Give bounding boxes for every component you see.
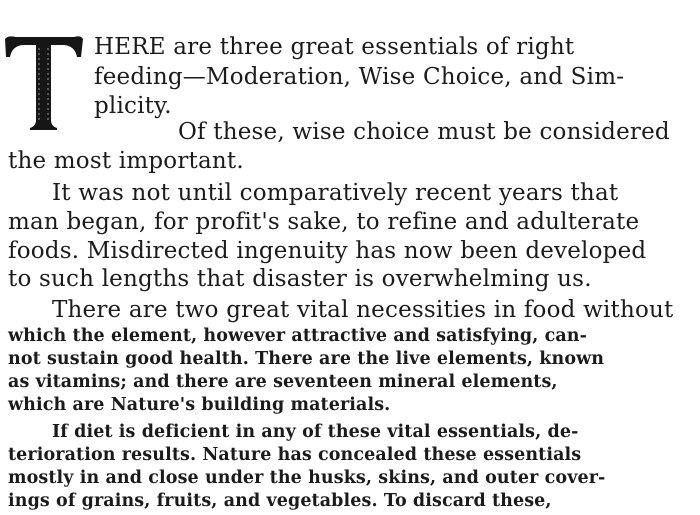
paragraph-5-line-3: mostly in and close under the husks, skins, and outer cover- [8, 468, 606, 488]
paragraph-4-line-5: which are Nature's building materials. [8, 395, 391, 415]
paragraph-4-line-2: which the element, however attractive and satisfying, can- [8, 326, 587, 346]
paragraph-1-line-2: feeding—Moderation, Wise Choice, and Sim- [94, 64, 625, 90]
paragraph-4-line-1: There are two great vital necessities in food without [52, 297, 674, 323]
paragraph-5-line-4: ings of grains, fruits, and vegetables. To discard these, [8, 491, 552, 511]
paragraph-2-line-2: the most important. [8, 148, 244, 174]
paragraph-1-line-3: plicity. [94, 93, 172, 119]
paragraph-3-line-3: foods. Misdirected ingenuity has now been developed [8, 238, 647, 264]
paragraph-5-line-1: If diet is deficient in any of these vital essentials, de- [52, 422, 579, 442]
paragraph-3-line-1: It was not until comparatively recent years that [52, 180, 619, 206]
paragraph-2-line-1: Of these, wise choice must be considered [178, 119, 670, 145]
paragraph-4-line-3: not sustain good health. There are the live elements, known [8, 349, 605, 369]
paragraph-3-line-2: man began, for profit's sake, to refine and adulterate [8, 209, 640, 235]
paragraph-1-line-1: HERE are three great essentials of right [94, 34, 575, 60]
dropcap-letter-t [4, 34, 84, 132]
paragraph-5-line-2: terioration results. Nature has concealed these essentials [8, 445, 582, 465]
paragraph-3-line-4: to such lengths that disaster is overwhelming us. [8, 266, 592, 292]
paragraph-4-line-4: as vitamins; and there are seventeen mineral elements, [8, 372, 558, 392]
